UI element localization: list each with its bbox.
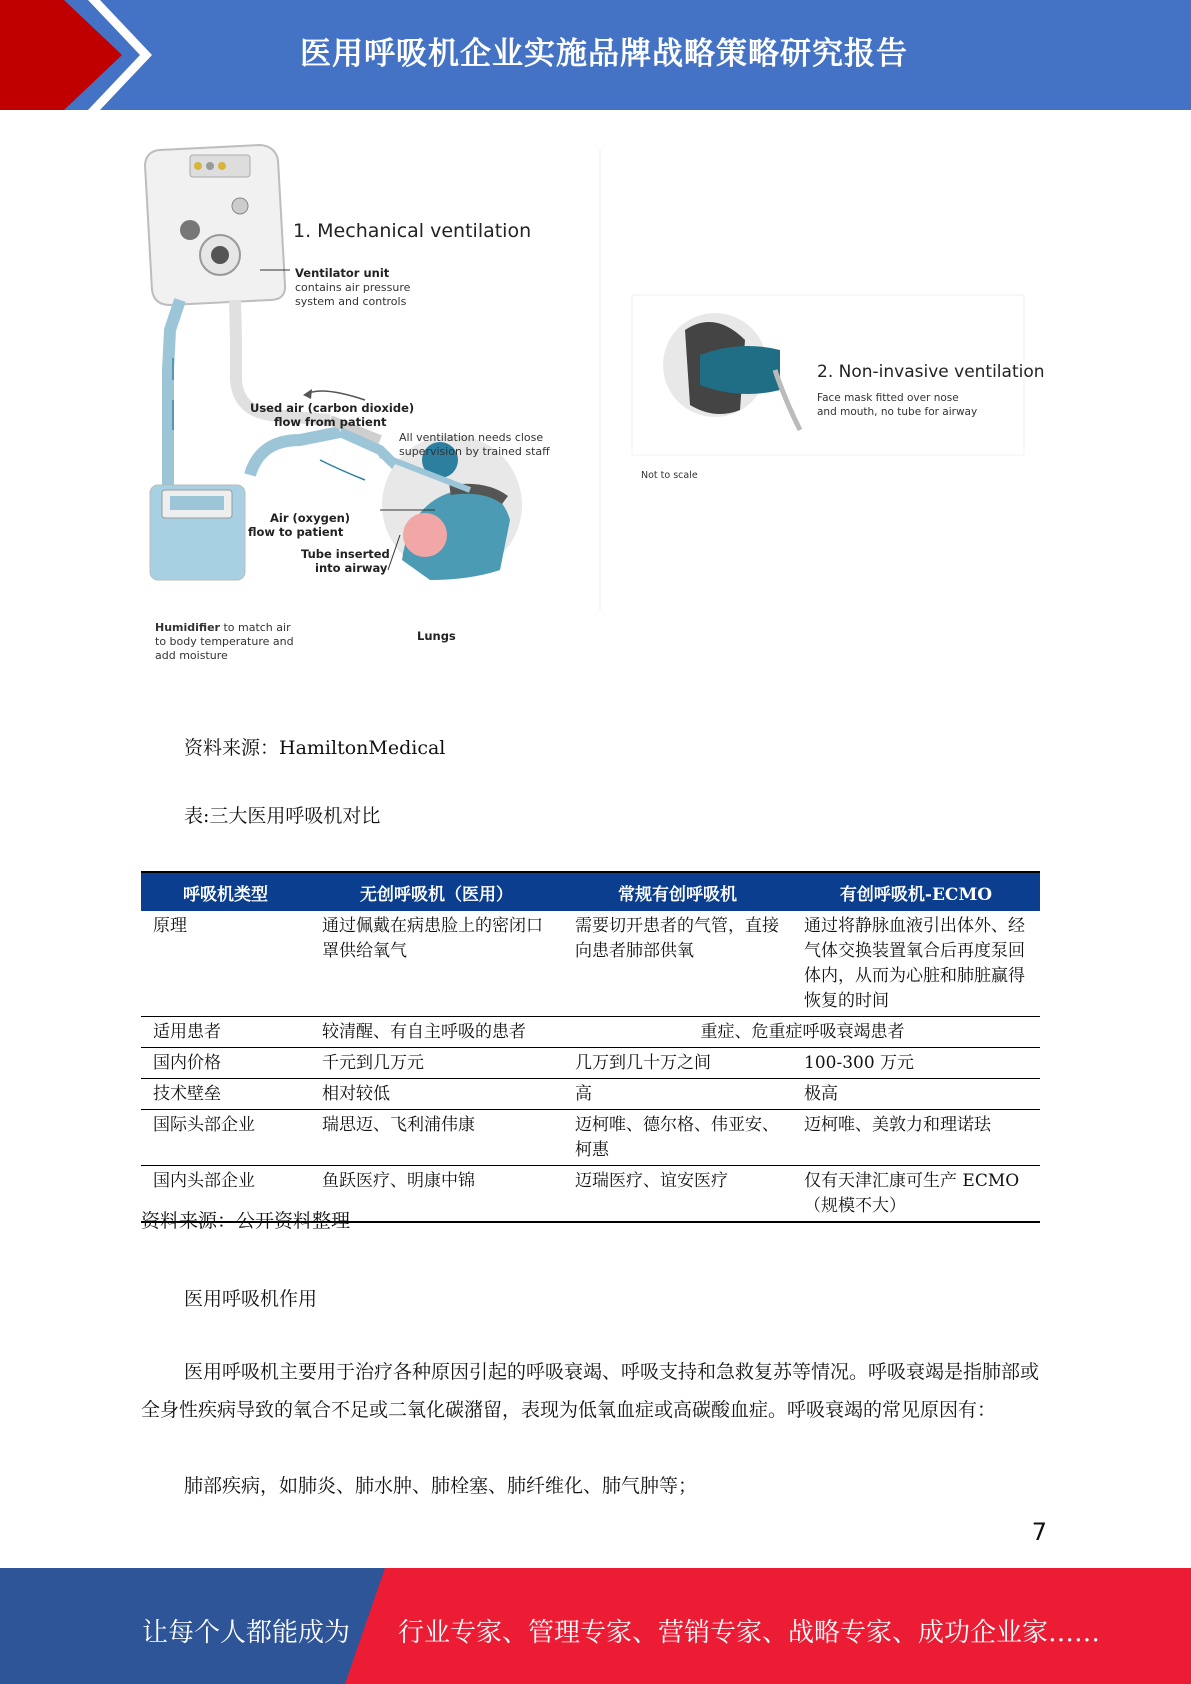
air-oxygen-label-1: Air (oxygen) <box>270 511 351 525</box>
noninvasive-desc-1: Face mask fitted over nose <box>817 392 959 404</box>
supervision-label-2: supervision by trained staff <box>399 445 550 458</box>
table-row <box>141 1048 1040 1079</box>
used-air-label-1: Used air (carbon dioxide) <box>250 401 415 415</box>
tube-label-2: into airway <box>315 561 388 575</box>
table-cell: 迈柯唯、美敦力和理诺珐 <box>792 1110 1040 1166</box>
section-title: 医用呼吸机作用 <box>184 1288 318 1310</box>
page-header <box>0 0 1191 110</box>
table-cell: 仅有天津汇康可生产 ECMO（规模不大） <box>792 1166 1040 1223</box>
table-cell: 通过将静脉血液引出体外、经气体交换装置氧合后再度泵回体内，从而为心脏和肺脏赢得恢复的时间 <box>792 911 1040 1017</box>
ventilation-figure <box>140 140 1050 680</box>
table-row <box>141 1079 1040 1110</box>
table-cell: 千元到几万元 <box>310 1048 563 1079</box>
lungs-label: Lungs <box>417 629 456 643</box>
air-oxygen-label-2: flow to patient <box>248 525 344 539</box>
table-header-row <box>141 872 1040 911</box>
table-cell: 高 <box>563 1079 792 1110</box>
table-cell-merged: 重症、危重症呼吸衰竭患者 <box>563 1017 1040 1048</box>
ventilator-unit-desc-2: system and controls <box>295 295 407 308</box>
used-air-label-2: flow from patient <box>274 415 387 429</box>
table-cell: 迈柯唯、德尔格、伟亚安、柯惠 <box>563 1110 792 1166</box>
table-cell: 技术壁垒 <box>141 1079 310 1110</box>
table-cell: 迈瑞医疗、谊安医疗 <box>563 1166 792 1223</box>
table-cell: 国内头部企业 <box>141 1166 310 1223</box>
table-header-cell: 常规有创呼吸机 <box>563 872 792 911</box>
body-paragraph-2: 肺部疾病，如肺炎、肺水肿、肺栓塞、肺纤维化、肺气肿等； <box>184 1475 698 1497</box>
humidifier-label-1: Humidifier to match air <box>155 621 291 634</box>
table-cell: 适用患者 <box>141 1017 310 1048</box>
table-cell: 鱼跃医疗、明康中锦 <box>310 1166 563 1223</box>
tube-label-1: Tube inserted <box>301 547 390 561</box>
table-cell: 国际头部企业 <box>141 1110 310 1166</box>
table-cell: 国内价格 <box>141 1048 310 1079</box>
table-cell: 瑞思迈、飞利浦伟康 <box>310 1110 563 1166</box>
header-red-chevron <box>0 0 200 110</box>
noninvasive-title: 2. Non-invasive ventilation <box>817 362 1045 382</box>
ventilator-unit-label: Ventilator unit <box>295 266 390 280</box>
not-to-scale-label: Not to scale <box>641 470 698 481</box>
table-cell: 相对较低 <box>310 1079 563 1110</box>
table-caption: 表:三大医用呼吸机对比 <box>184 805 381 827</box>
table-header-cell: 有创呼吸机-ECMO <box>792 872 1040 911</box>
table-row <box>141 1017 1040 1048</box>
footer-slogan-left: 让每个人都能成为 <box>142 1618 351 1648</box>
table-cell: 几万到几十万之间 <box>563 1048 792 1079</box>
page-footer <box>0 1568 1191 1684</box>
table-cell: 极高 <box>792 1079 1040 1110</box>
comparison-table <box>141 871 1040 1223</box>
header-title: 医用呼吸机企业实施品牌战略策略研究报告 <box>300 36 908 72</box>
table-cell: 原理 <box>141 911 310 1017</box>
humidifier-label-3: add moisture <box>155 649 228 662</box>
table-cell: 较清醒、有自主呼吸的患者 <box>310 1017 563 1048</box>
supervision-label-1: All ventilation needs close <box>399 431 544 444</box>
footer-slogan-right: 行业专家、管理专家、营销专家、战略专家、成功企业家…… <box>398 1618 1101 1648</box>
table-header-cell: 呼吸机类型 <box>141 872 310 911</box>
noninvasive-desc-2: and mouth, no tube for airway <box>817 406 978 418</box>
page-number: 7 <box>1031 1518 1047 1546</box>
table-header-cell: 无创呼吸机（医用） <box>310 872 563 911</box>
ventilator-unit-desc-1: contains air pressure <box>295 281 411 294</box>
table-source: 资料来源：公开资料整理 <box>141 1210 351 1232</box>
table-cell: 100-300 万元 <box>792 1048 1040 1079</box>
figure-source: 资料来源：HamiltonMedical <box>184 737 446 759</box>
table-cell: 通过佩戴在病患脸上的密闭口罩供给氧气 <box>310 911 563 1017</box>
table-row <box>141 911 1040 1017</box>
humidifier-label-2: to body temperature and <box>155 635 294 648</box>
table-row <box>141 1110 1040 1166</box>
table-cell: 需要切开患者的气管，直接向患者肺部供氧 <box>563 911 792 1017</box>
body-paragraph-1: 医用呼吸机主要用于治疗各种原因引起的呼吸衰竭、呼吸支持和急救复苏等情况。呼吸衰竭是指肺部或全身性疾病导致的氧合不足或二氧化碳潴留，表现为低氧血症或高碳酸血症。呼吸衰竭的常见原因有： <box>141 1361 1040 1421</box>
mechanical-ventilation-title: 1. Mechanical ventilation <box>293 220 532 242</box>
